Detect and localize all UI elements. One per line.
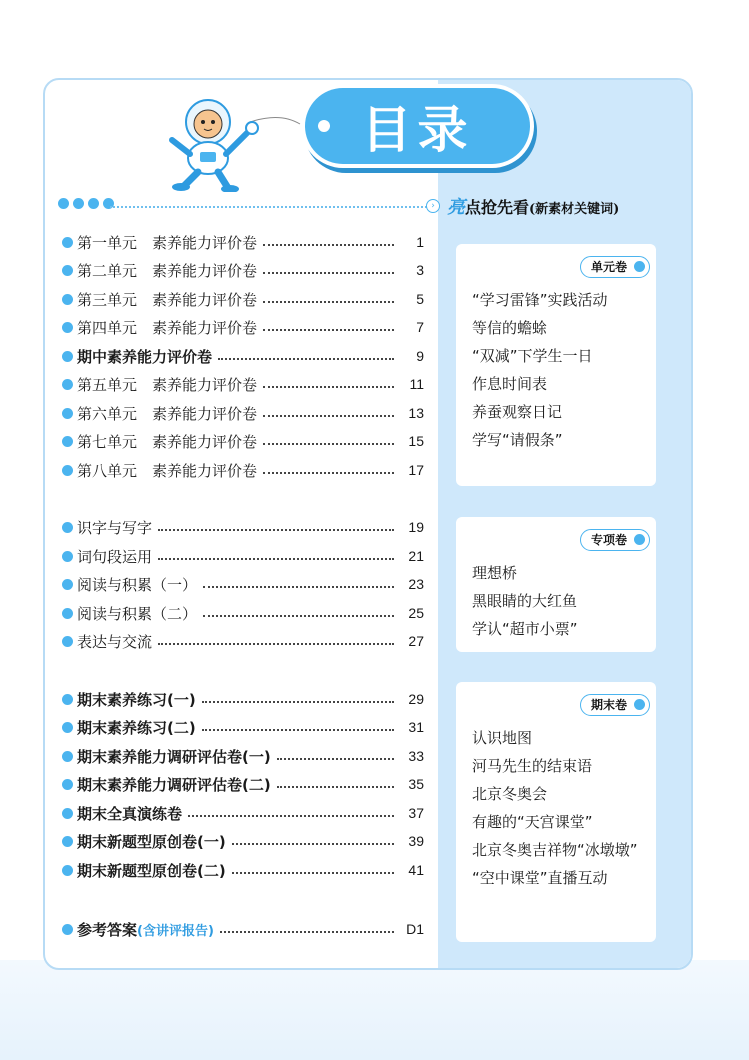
keyword-item: “空中课堂”直播互动: [472, 869, 608, 887]
toc-entry[interactable]: 期中素养能力评价卷 9: [62, 345, 424, 367]
bullet-icon: [62, 294, 73, 305]
toc-entry[interactable]: 期末素养能力调研评估卷(一) 33: [62, 745, 424, 767]
bullet-icon: [62, 351, 73, 362]
bullet-icon: [62, 237, 73, 248]
toc-entry[interactable]: 第七单元 素养能力评价卷 15: [62, 430, 424, 452]
keyword-item: 北京冬奥会: [472, 785, 548, 803]
smile-icon: [73, 198, 84, 209]
keyword-list: [472, 724, 648, 892]
star-icon: [88, 198, 99, 209]
bullet-icon: [62, 436, 73, 447]
section-divider: [110, 206, 430, 208]
toc-entry[interactable]: 期末新题型原创卷(一) 39: [62, 830, 424, 852]
keyword-item: 河马先生的结束语: [472, 757, 593, 775]
bullet-icon: [62, 322, 73, 333]
box-tag: 专项卷: [580, 529, 650, 551]
bullet-icon: [62, 865, 73, 876]
toc-entry[interactable]: 第四单元 素养能力评价卷 7: [62, 316, 424, 338]
bullet-icon: [62, 408, 73, 419]
star-icon: [634, 699, 645, 710]
page-title: 目录: [305, 88, 530, 164]
keyword-item: 认识地图: [472, 729, 533, 747]
smile-icon: [58, 198, 69, 209]
bullet-icon: [62, 379, 73, 390]
toc-entry[interactable]: 表达与交流 27: [62, 630, 424, 652]
keyword-item: 理想桥: [472, 564, 518, 582]
keyword-item: 等信的蟾蜍: [472, 319, 548, 337]
tag-hole: [318, 120, 330, 132]
toc-entry[interactable]: 识字与写字 19: [62, 516, 424, 538]
keyword-item: 有趣的“天宫课堂”: [472, 813, 593, 831]
keyword-list: [472, 559, 648, 643]
toc-entry[interactable]: 第二单元 素养能力评价卷 3: [62, 259, 424, 281]
page-background: [0, 960, 749, 1060]
box-tag: 期末卷: [580, 694, 650, 716]
bullet-icon: [62, 722, 73, 733]
box-tag: 单元卷: [580, 256, 650, 278]
keyword-list: [472, 286, 648, 454]
toc-entry[interactable]: 阅读与积累（二） 25: [62, 602, 424, 624]
toc-entry[interactable]: 第六单元 素养能力评价卷 13: [62, 402, 424, 424]
new-material-heading: 亮点抢先看(新素材关键词): [447, 197, 620, 218]
bullet-icon: [62, 265, 73, 276]
keyword-item: 养蚕观察日记: [472, 403, 563, 421]
astronaut-mascot-icon: [150, 92, 310, 192]
toc-entry[interactable]: 第五单元 素养能力评价卷 11: [62, 373, 424, 395]
keyword-item: “学习雷锋”实践活动: [472, 291, 608, 309]
toc-entry[interactable]: 第三单元 素养能力评价卷 5: [62, 288, 424, 310]
toc-entry[interactable]: 期末素养能力调研评估卷(二) 35: [62, 773, 424, 795]
arrow-right-icon: ›: [426, 199, 440, 213]
smile-icon: [634, 534, 645, 545]
bullet-icon: [62, 779, 73, 790]
bullet-icon: [62, 836, 73, 847]
bullet-icon: [62, 808, 73, 819]
toc-entry[interactable]: 期末素养练习(二) 31: [62, 716, 424, 738]
toc-entry[interactable]: 词句段运用 21: [62, 545, 424, 567]
bullet-icon: [62, 522, 73, 533]
toc-entry[interactable]: 期末素养练习(一) 29: [62, 688, 424, 710]
toc-entry[interactable]: 期末新题型原创卷(二) 41: [62, 859, 424, 881]
toc-entry[interactable]: 第一单元 素养能力评价卷 1: [62, 231, 424, 253]
keyword-item: 学写“请假条”: [472, 431, 563, 449]
bullet-icon: [62, 636, 73, 647]
unit-box: [456, 244, 656, 486]
bullet-icon: [62, 751, 73, 762]
answers-entry[interactable]: 参考答案(含讲评报告) D1: [62, 918, 424, 940]
bullet-icon: [62, 694, 73, 705]
gear-icon: [634, 261, 645, 272]
bullet-icon: [62, 551, 73, 562]
toc-entry[interactable]: 期末全真演练卷 37: [62, 802, 424, 824]
final-box: [456, 682, 656, 942]
special-box: [456, 517, 656, 652]
bullet-icon: [62, 465, 73, 476]
bullet-icon: [62, 579, 73, 590]
toc-entry[interactable]: 第八单元 素养能力评价卷 17: [62, 459, 424, 481]
gear-icon: [62, 924, 73, 935]
divider-icons: [58, 198, 114, 209]
keyword-item: 北京冬奥吉祥物“冰墩墩”: [472, 841, 638, 859]
toc-entry[interactable]: 阅读与积累（一） 23: [62, 573, 424, 595]
bullet-icon: [62, 608, 73, 619]
keyword-item: 学认“超市小票”: [472, 620, 578, 638]
keyword-item: 黑眼睛的大红鱼: [472, 592, 578, 610]
keyword-item: 作息时间表: [472, 375, 548, 393]
keyword-item: “双减”下学生一日: [472, 347, 593, 365]
